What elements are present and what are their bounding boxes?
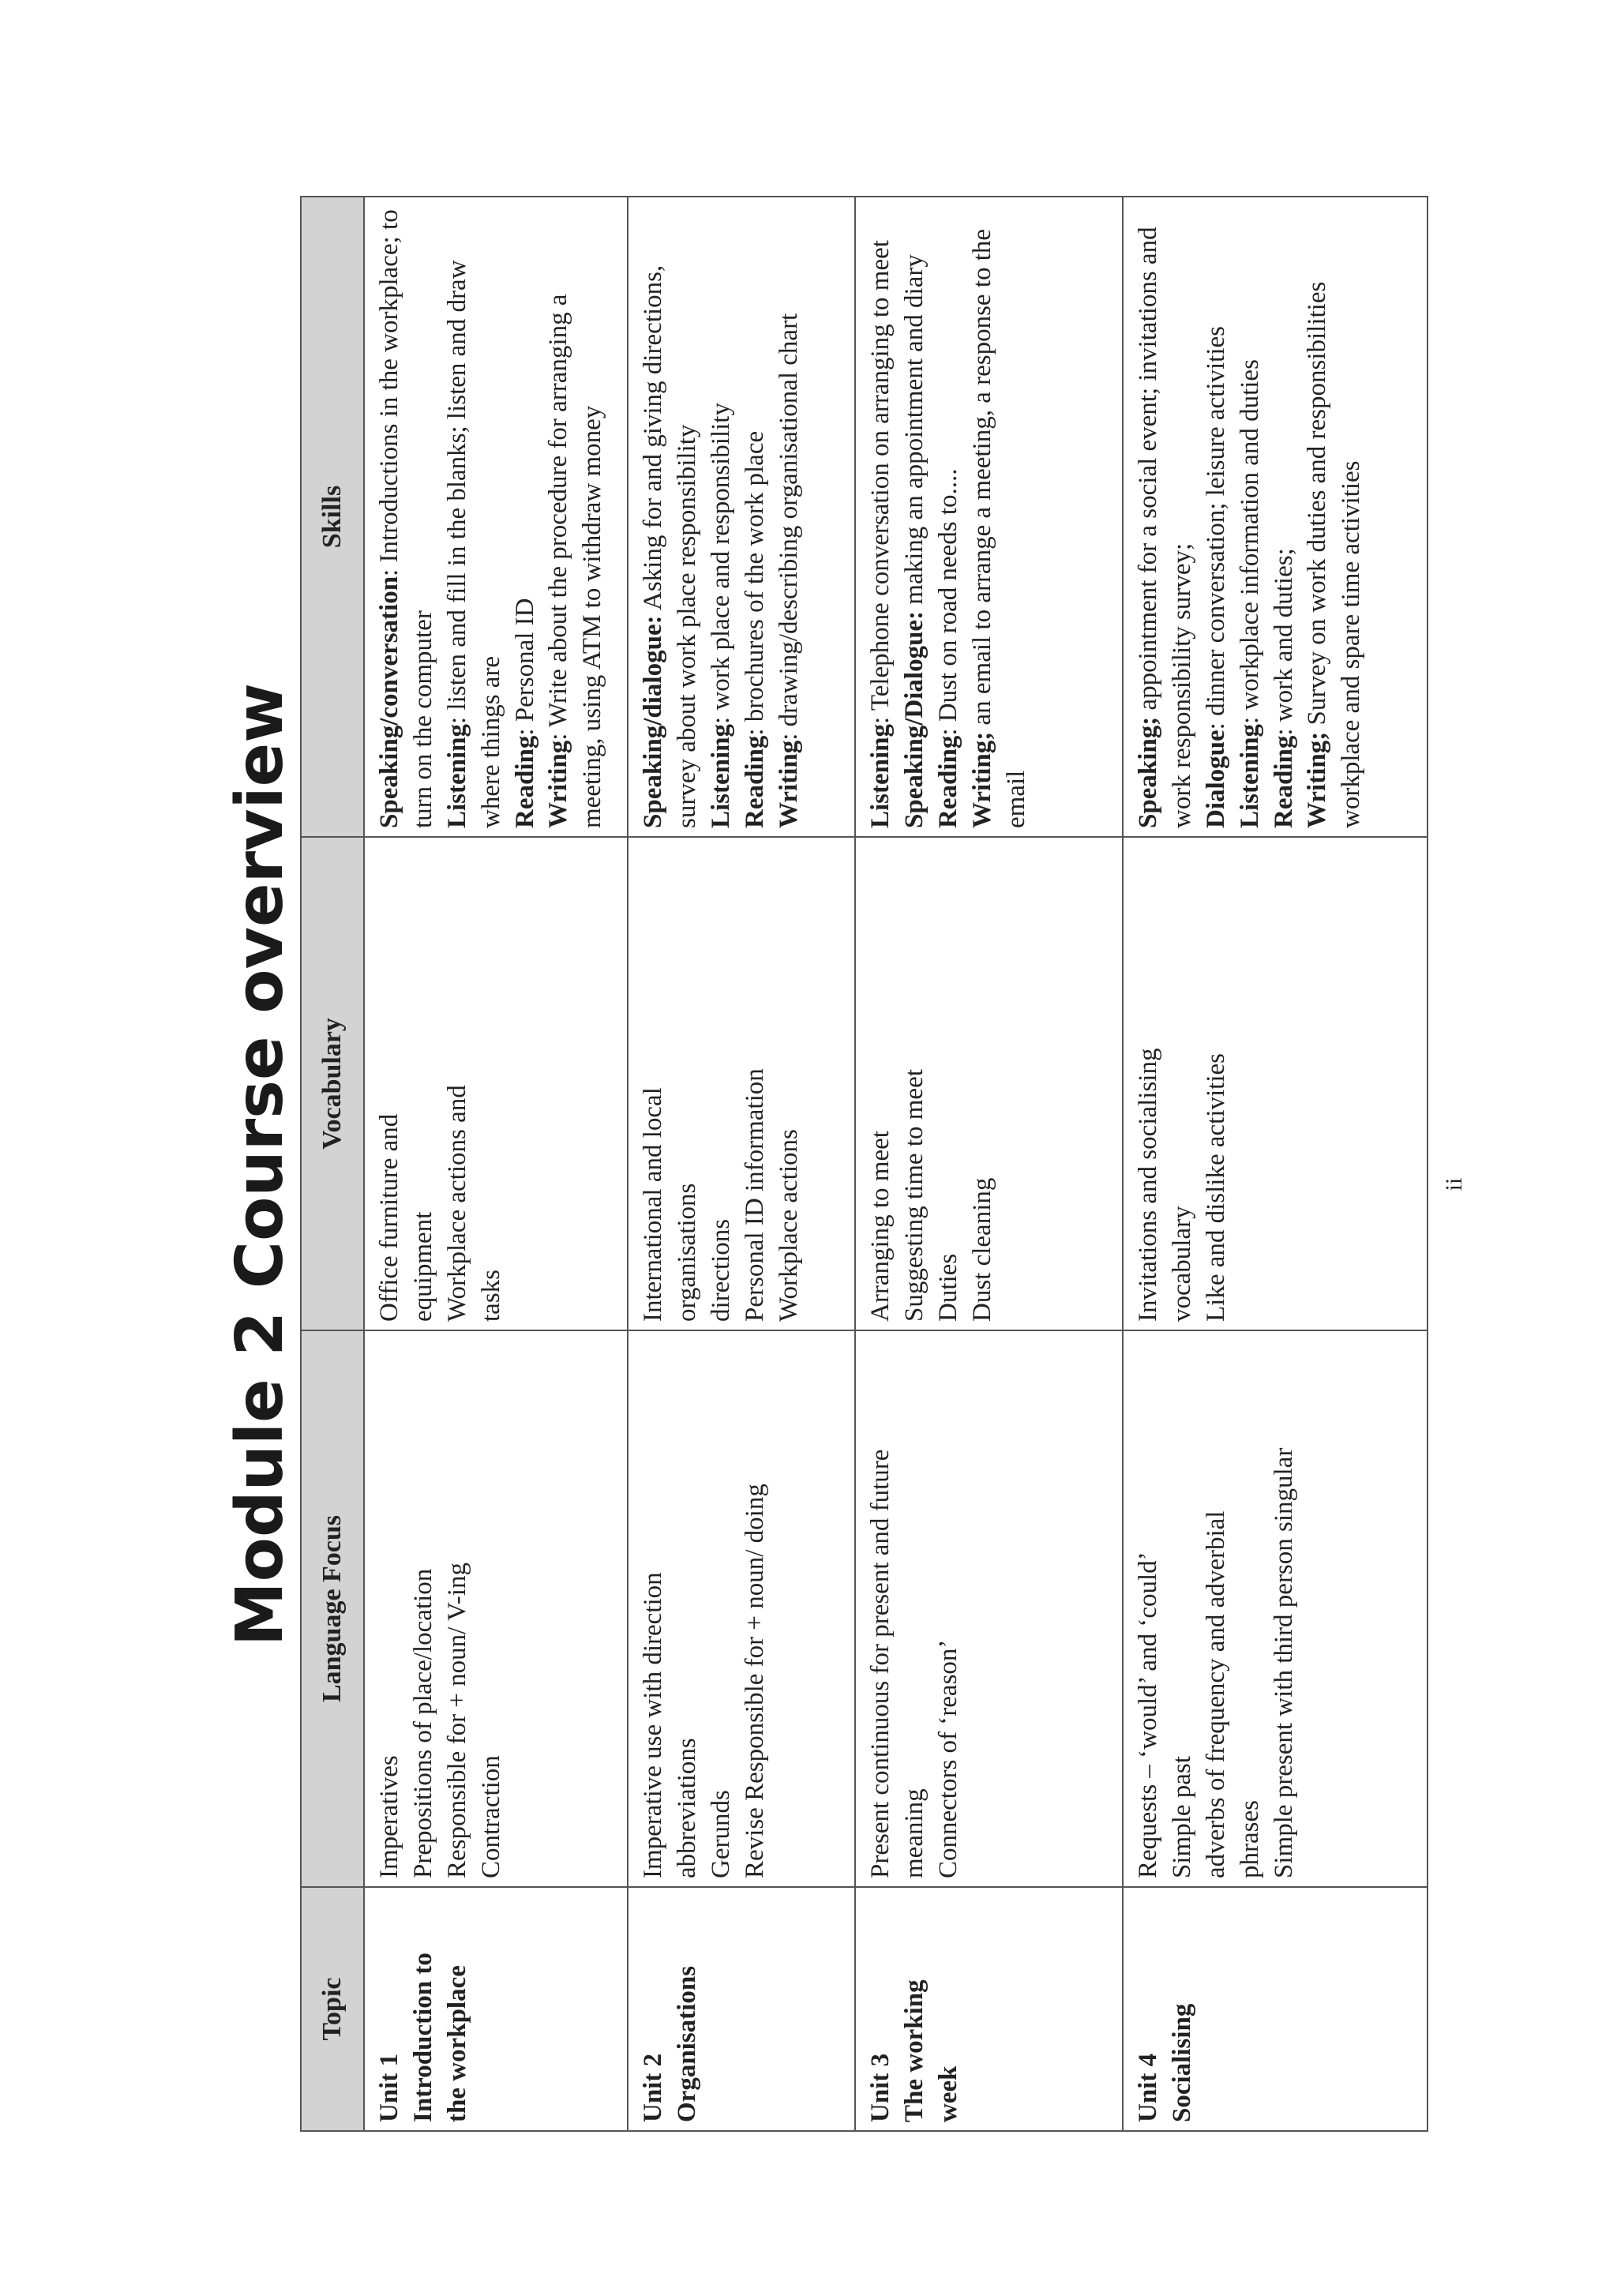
language-item: Contraction xyxy=(476,1755,505,1878)
skill-text: making an appointment and diary xyxy=(899,254,929,611)
skill-item xyxy=(1131,205,1199,828)
language-focus-cell xyxy=(364,1330,628,1887)
column-header-skills: Skills xyxy=(301,197,364,837)
skills-cell xyxy=(1123,197,1428,837)
vocabulary-item: Like and dislike activities xyxy=(1201,1053,1230,1322)
skill-item xyxy=(898,205,932,828)
skill-item xyxy=(772,205,806,828)
column-header-language-focus: Language Focus xyxy=(301,1330,364,1887)
skill-label: Speaking/conversation xyxy=(375,576,403,828)
skill-label: Listening xyxy=(866,723,895,828)
language-item: Revise Responsible for + noun/ doing xyxy=(740,1484,769,1878)
unit-number: Unit 3 xyxy=(866,2053,895,2122)
unit-number: Unit 2 xyxy=(639,2053,667,2122)
table-row xyxy=(364,197,628,2131)
skill-label: Writing; xyxy=(1303,731,1332,828)
skill-label: Listening xyxy=(442,723,471,828)
vocabulary-item: Duties xyxy=(933,1253,962,1322)
unit-title-line: Socialising xyxy=(1167,2003,1196,2122)
topic-cell xyxy=(1123,1887,1428,2131)
vocabulary-cell xyxy=(628,837,855,1330)
skill-text: : work place and responsibility xyxy=(706,403,735,724)
skill-item xyxy=(932,205,966,828)
skill-text: : work and duties; xyxy=(1269,548,1298,736)
unit-title-line: Introduction to xyxy=(408,1953,437,2122)
skill-text: : Introductions in the workplace; to turn on the computer xyxy=(375,209,437,828)
skill-item xyxy=(738,205,772,828)
language-item: Gerunds xyxy=(706,1790,735,1878)
skill-label: Speaking/dialogue: xyxy=(639,615,667,828)
language-item: Simple past xyxy=(1167,1756,1196,1878)
skill-item xyxy=(1233,205,1267,828)
language-item: Imperatives xyxy=(375,1755,403,1878)
vocabulary-item: Dust cleaning xyxy=(967,1177,996,1322)
course-overview-table xyxy=(300,196,1428,2132)
page-title: Module 2 Course overview xyxy=(223,683,298,1646)
skill-item xyxy=(670,205,704,828)
language-focus-cell xyxy=(1123,1330,1428,1887)
skill-text: : brochures of the work place xyxy=(740,430,769,736)
skill-label: Listening xyxy=(706,723,735,828)
language-item: meaning xyxy=(899,1788,929,1878)
skill-label: Reading xyxy=(510,735,539,828)
language-item: phrases xyxy=(1235,1800,1264,1878)
language-item: Simple present with third person singular xyxy=(1269,1447,1298,1878)
skill-label: Reading xyxy=(740,735,769,828)
topic-cell xyxy=(364,1887,628,2131)
language-item: Prepositions of place/location xyxy=(408,1568,437,1878)
language-item: Requests – ‘would’ and ‘could’ xyxy=(1134,1551,1162,1878)
language-focus-cell xyxy=(628,1330,855,1887)
skill-label: Reading xyxy=(1269,735,1298,828)
skill-label: Writing xyxy=(544,740,573,828)
language-item: abbreviations xyxy=(672,1738,701,1878)
skill-text: : Telephone conversation on arranging to meet xyxy=(866,240,895,724)
unit-title-line: Organisations xyxy=(672,1965,701,2122)
table-row xyxy=(855,197,1123,2131)
language-focus-cell xyxy=(855,1330,1123,1887)
vocabulary-item: vocabulary xyxy=(1167,1206,1196,1322)
skill-text: appointment for a social event; invitations and work responsibility survey; xyxy=(1134,227,1196,828)
skill-label: Reading xyxy=(933,735,962,828)
skill-text: Survey on work duties and responsibilities workplace and spare time activities xyxy=(1303,281,1366,828)
skill-item xyxy=(508,205,542,828)
language-item: Responsible for + noun/ V-ing xyxy=(442,1563,471,1878)
vocabulary-item: Arranging to meet xyxy=(866,1131,895,1322)
vocabulary-item: Workplace actions xyxy=(774,1129,803,1322)
skill-label: Writing xyxy=(774,740,803,828)
vocabulary-cell xyxy=(1123,837,1428,1330)
column-header-topic: Topic xyxy=(301,1887,364,2131)
vocabulary-item: Suggesting time to meet xyxy=(899,1069,929,1322)
topic-cell xyxy=(628,1887,855,2131)
rotated-page xyxy=(221,197,1467,2132)
skill-text: an email to arrange a meeting, a response to the email xyxy=(967,228,1030,828)
unit-title-line: the workplace xyxy=(442,1965,471,2122)
vocabulary-cell xyxy=(855,837,1123,1330)
skill-text: : Dust on road needs to.... xyxy=(933,468,962,736)
unit-number: Unit 1 xyxy=(375,2053,403,2122)
skill-label: Listening xyxy=(1235,723,1264,828)
header-row xyxy=(301,197,364,2131)
skill-text: survey about work place responsibility xyxy=(672,424,701,828)
vocabulary-item: Invitations and socialising xyxy=(1134,1048,1162,1322)
skills-cell xyxy=(364,197,628,837)
skills-cell xyxy=(855,197,1123,837)
skill-item xyxy=(864,205,898,828)
column-header-vocabulary: Vocabulary xyxy=(301,837,364,1330)
topic-cell xyxy=(855,1887,1123,2131)
skill-item xyxy=(966,205,1034,828)
skill-item xyxy=(1267,205,1301,828)
skill-item xyxy=(704,205,738,828)
skill-text: : listen and fill in the blanks; listen and draw where things are xyxy=(442,260,505,828)
skill-text: : drawing/describing organisational chart xyxy=(774,313,803,741)
vocabulary-item: organisations xyxy=(672,1183,701,1322)
skill-label: Speaking/Dialogue: xyxy=(899,610,929,828)
skill-label: Speaking; xyxy=(1134,716,1162,828)
skill-text: : workplace information and duties xyxy=(1235,359,1264,724)
skill-text: : Write about the procedure for arranging a meeting, using ATM to withdraw money xyxy=(544,294,607,828)
vocabulary-item: equipment xyxy=(408,1211,437,1322)
vocabulary-item: International and local xyxy=(639,1087,667,1322)
language-item: Imperative use with direction xyxy=(639,1572,667,1878)
vocabulary-cell xyxy=(364,837,628,1330)
table-row xyxy=(628,197,855,2131)
language-item: Connectors of ‘reason’ xyxy=(933,1639,962,1878)
unit-title-line: week xyxy=(933,2065,962,2122)
skill-item xyxy=(373,205,441,828)
skill-item xyxy=(1199,205,1233,828)
vocabulary-item: Workplace actions and xyxy=(442,1085,471,1322)
skill-text: Asking for and giving directions, xyxy=(639,264,667,616)
skills-cell xyxy=(628,197,855,837)
skill-item xyxy=(441,205,508,828)
skill-label: Writing; xyxy=(967,731,996,828)
vocabulary-item: Personal ID information xyxy=(740,1068,769,1322)
skill-item xyxy=(1300,205,1368,828)
skill-label: Dialogue xyxy=(1201,730,1230,828)
language-item: Present continuous for present and future xyxy=(866,1449,895,1878)
page-number: ii xyxy=(1441,1177,1467,1191)
unit-title-line: The working xyxy=(899,1979,929,2122)
skill-text: : dinner conversation; leisure activities xyxy=(1201,325,1230,730)
unit-number: Unit 4 xyxy=(1134,2053,1162,2122)
vocabulary-item: tasks xyxy=(476,1270,505,1322)
skill-item xyxy=(636,205,670,828)
vocabulary-item: directions xyxy=(706,1218,735,1322)
table-row xyxy=(1123,197,1428,2131)
skill-item xyxy=(542,205,610,828)
skill-text: : Personal ID xyxy=(510,598,539,736)
vocabulary-item: Office furniture and xyxy=(375,1113,403,1322)
language-item: adverbs of frequency and adverbial xyxy=(1201,1510,1230,1878)
